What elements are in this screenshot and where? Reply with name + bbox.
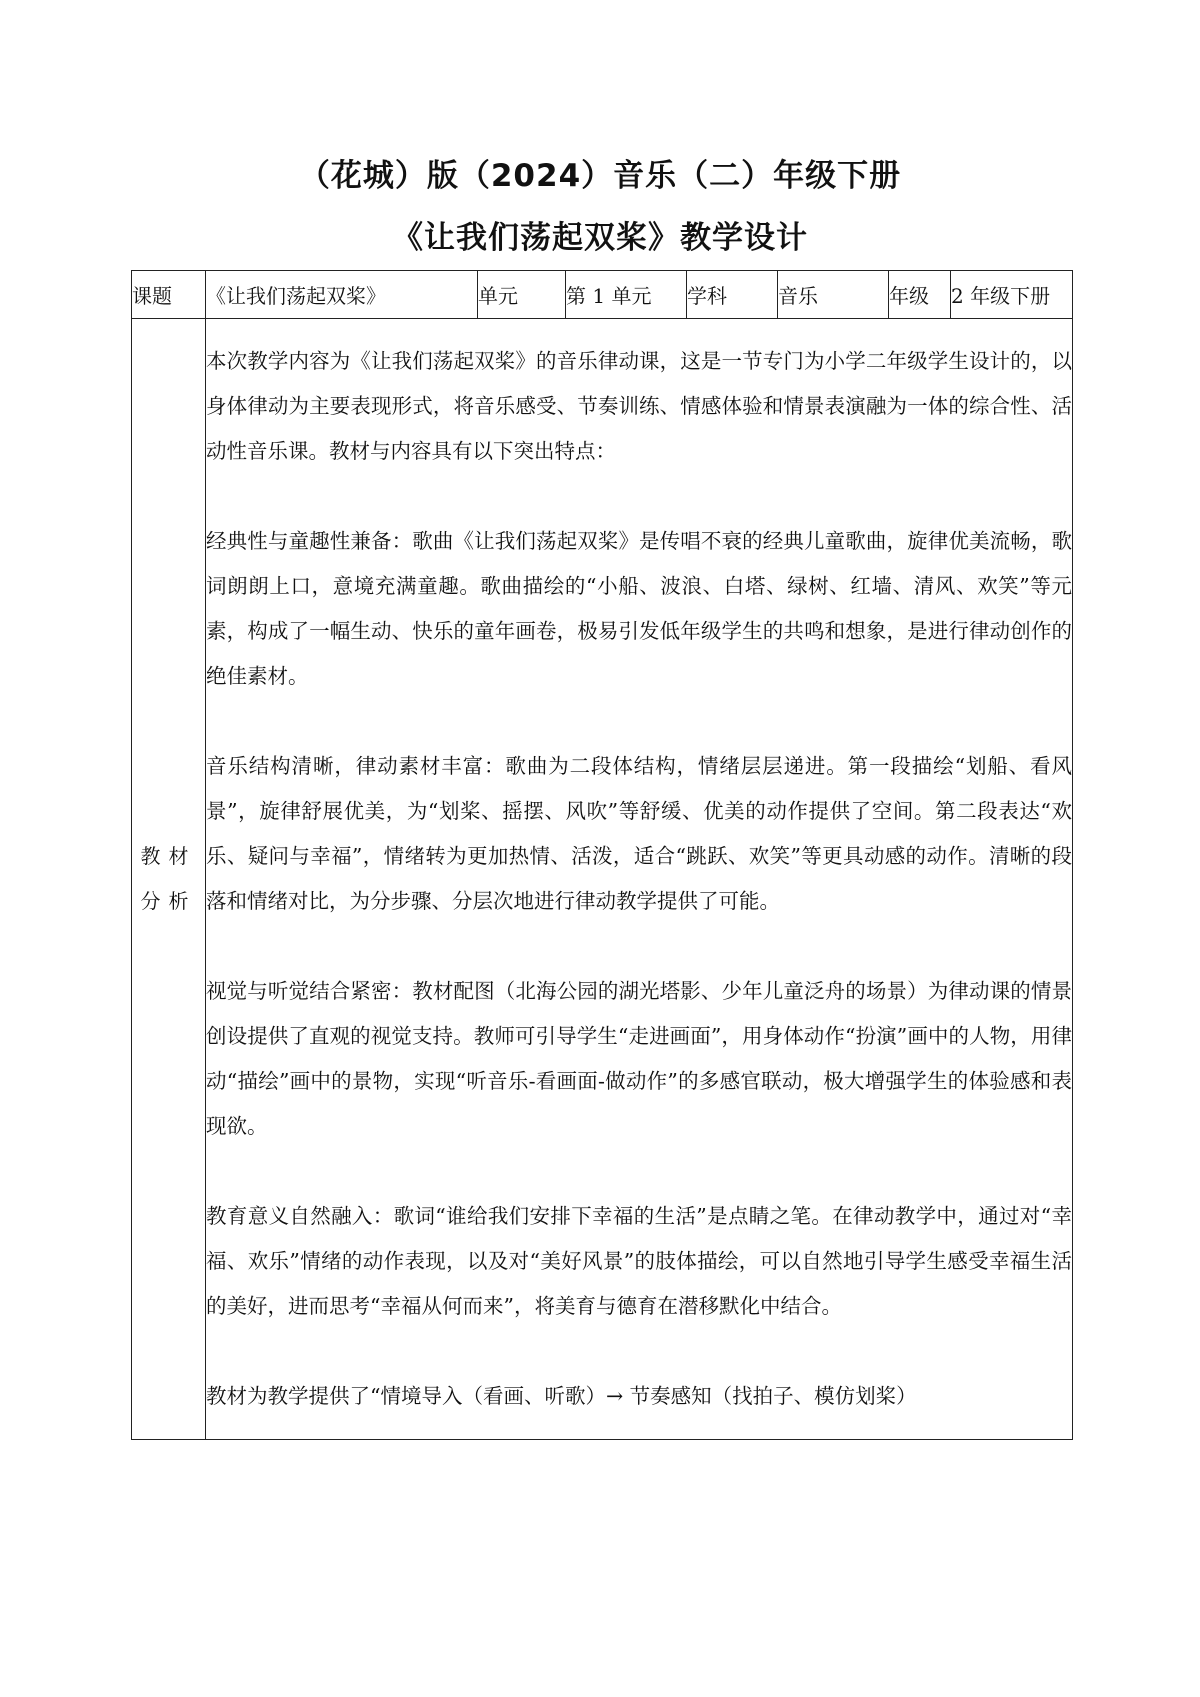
document-title-line1: （花城）版（2024）音乐（二）年级下册 <box>298 158 902 194</box>
topic-value: 《让我们荡起双桨》 <box>206 271 478 319</box>
subject-label: 学科 <box>687 271 778 319</box>
analysis-paragraph: 视觉与听觉结合紧密：教材配图（北海公园的湖光塔影、少年儿童泛舟的场景）为律动课的情景创设提供了直观的视觉支持。教师可引导学生“走进画面”，用身体动作“扮演”画中的人物，用律动“描绘”画中的景物，实现“听音乐-看画面-做动作”的多感官联动，极大增强学生的体验感和表现欲。 <box>206 979 1072 1138</box>
analysis-label <box>132 319 206 1440</box>
grade-label: 年级 <box>889 271 951 319</box>
analysis-paragraph: 经典性与童趣性兼备：歌曲《让我们荡起双桨》是传唱不衰的经典儿童歌曲，旋律优美流畅，歌词朗朗上口，意境充满童趣。歌曲描绘的“小船、波浪、白塔、绿树、红墙、清风、欢笑”等元素，构成了一幅生动、快乐的童年画卷，极易引发低年级学生的共鸣和想象，是进行律动创作的绝佳素材。 <box>206 529 1072 688</box>
analysis-paragraph: 本次教学内容为《让我们荡起双桨》的音乐律动课，这是一节专门为小学二年级学生设计的，以身体律动为主要表现形式，将音乐感受、节奏训练、情感体验和情景表演融为一体的综合性、活动性音乐课。教材与内容具有以下突出特点： <box>206 349 1072 463</box>
unit-label: 单元 <box>478 271 566 319</box>
grade-value: 2 年级下册 <box>951 271 1073 319</box>
analysis-paragraph: 音乐结构清晰，律动素材丰富：歌曲为二段体结构，情绪层层递进。第一段描绘“划船、看风景”，旋律舒展优美，为“划桨、摇摆、风吹”等舒缓、优美的动作提供了空间。第二段表达“欢乐、疑问与幸福”，情绪转为更加热情、活泼，适合“跳跃、欢笑”等更具动感的动作。清晰的段落和情绪对比，为分步骤、分层次地进行律动教学提供了可能。 <box>206 754 1072 913</box>
header-row <box>132 271 1073 319</box>
subject-value: 音乐 <box>778 271 889 319</box>
unit-value: 第 1 单元 <box>566 271 687 319</box>
analysis-paragraph: 教育意义自然融入：歌词“谁给我们安排下幸福的生活”是点睛之笔。在律动教学中，通过对“幸福、欢乐”情绪的动作表现，以及对“美好风景”的肢体描绘，可以自然地引导学生感受幸福生活的美好，进而思考“幸福从何而来”，将美育与德育在潜移默化中结合。 <box>206 1204 1072 1318</box>
analysis-label-line1: 教材 <box>140 844 197 868</box>
topic-label: 课题 <box>132 271 206 319</box>
analysis-paragraph: 教材为教学提供了“情境导入（看画、听歌）→ 节奏感知（找拍子、模仿划桨） <box>206 1384 917 1408</box>
analysis-content <box>206 319 1073 1440</box>
lesson-plan-table <box>131 270 1073 1440</box>
analysis-row <box>132 319 1073 1440</box>
analysis-label-line2: 分析 <box>140 889 197 913</box>
document-title-line2: 《让我们荡起双桨》教学设计 <box>392 220 808 256</box>
